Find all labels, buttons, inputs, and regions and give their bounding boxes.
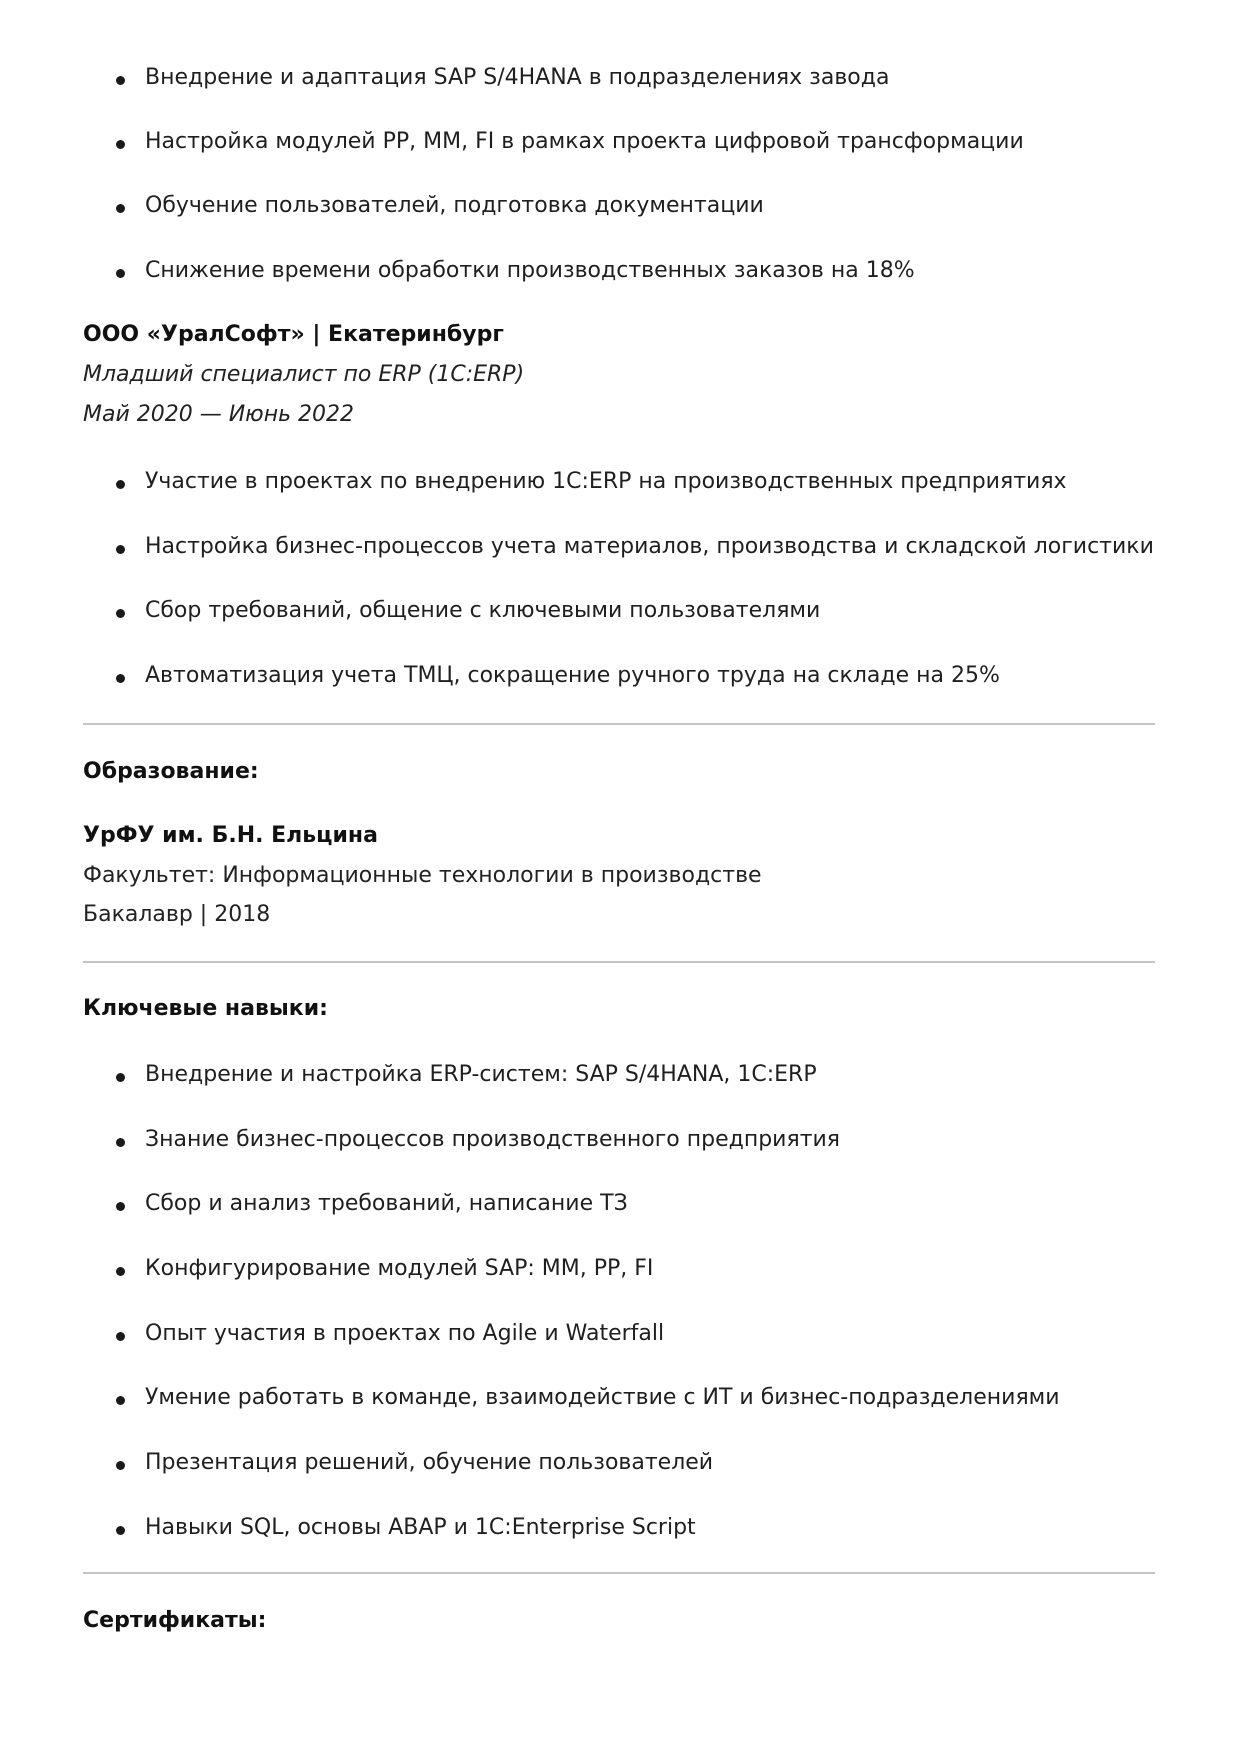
list-item-text: Презентация решений, обучение пользователей bbox=[145, 1450, 714, 1475]
job-position: Младший специалист по ERP (1С:ERP) bbox=[83, 362, 525, 387]
section-divider bbox=[83, 961, 1155, 963]
list-item-text: Обучение пользователей, подготовка документации bbox=[145, 193, 764, 218]
list-item-text: Опыт участия в проектах по Agile и Waterfall bbox=[145, 1321, 665, 1346]
education-institution: УрФУ им. Б.Н. Ельцина bbox=[83, 823, 378, 848]
list-item-text: Настройка бизнес-процессов учета материалов, производства и складской логистики bbox=[145, 534, 1154, 559]
bullet-icon bbox=[116, 545, 125, 554]
skills-heading: Ключевые навыки: bbox=[83, 996, 328, 1021]
bullet-icon bbox=[116, 674, 125, 683]
list-item-text: Знание бизнес-процессов производственного предприятия bbox=[145, 1127, 841, 1152]
list-item-text: Конфигурирование модулей SAP: MM, PP, FI bbox=[145, 1256, 654, 1281]
bullet-icon bbox=[116, 1461, 125, 1470]
bullet-icon bbox=[116, 269, 125, 278]
section-divider bbox=[83, 1572, 1155, 1574]
bullet-icon bbox=[116, 1396, 125, 1405]
list-item-text: Внедрение и адаптация SAP S/4HANA в подразделениях завода bbox=[145, 65, 890, 90]
list-item-text: Снижение времени обработки производственных заказов на 18% bbox=[145, 258, 915, 283]
bullet-icon bbox=[116, 609, 125, 618]
bullet-icon bbox=[116, 1267, 125, 1276]
bullet-icon bbox=[116, 1526, 125, 1535]
bullet-icon bbox=[116, 480, 125, 489]
bullet-icon bbox=[116, 1202, 125, 1211]
list-item-text: Настройка модулей PP, MM, FI в рамках проекта цифровой трансформации bbox=[145, 129, 1024, 154]
list-item-text: Участие в проектах по внедрению 1С:ERP на производственных предприятиях bbox=[145, 469, 1067, 494]
list-item-text: Сбор требований, общение с ключевыми пользователями bbox=[145, 598, 821, 623]
section-divider bbox=[83, 723, 1155, 725]
list-item-text: Автоматизация учета ТМЦ, сокращение ручного труда на складе на 25% bbox=[145, 663, 1000, 688]
job-period: Май 2020 — Июнь 2022 bbox=[83, 402, 355, 427]
education-degree: Бакалавр | 2018 bbox=[83, 902, 271, 927]
list-item-text: Навыки SQL, основы ABAP и 1C:Enterprise Script bbox=[145, 1515, 696, 1540]
list-item-text: Сбор и анализ требований, написание ТЗ bbox=[145, 1191, 628, 1216]
bullet-icon bbox=[116, 1073, 125, 1082]
list-item-text: Внедрение и настройка ERP-систем: SAP S/4HANA, 1С:ERP bbox=[145, 1062, 817, 1087]
bullet-icon bbox=[116, 1138, 125, 1147]
list-item-text: Умение работать в команде, взаимодействие с ИТ и бизнес-подразделениями bbox=[145, 1385, 1060, 1410]
bullet-icon bbox=[116, 76, 125, 85]
education-faculty: Факультет: Информационные технологии в производстве bbox=[83, 863, 762, 888]
education-heading: Образование: bbox=[83, 759, 259, 784]
bullet-icon bbox=[116, 204, 125, 213]
certificates-heading: Сертификаты: bbox=[83, 1608, 267, 1633]
bullet-icon bbox=[116, 1332, 125, 1341]
job-company: ООО «УралСофт» | Екатеринбург bbox=[83, 322, 504, 347]
bullet-icon bbox=[116, 140, 125, 149]
